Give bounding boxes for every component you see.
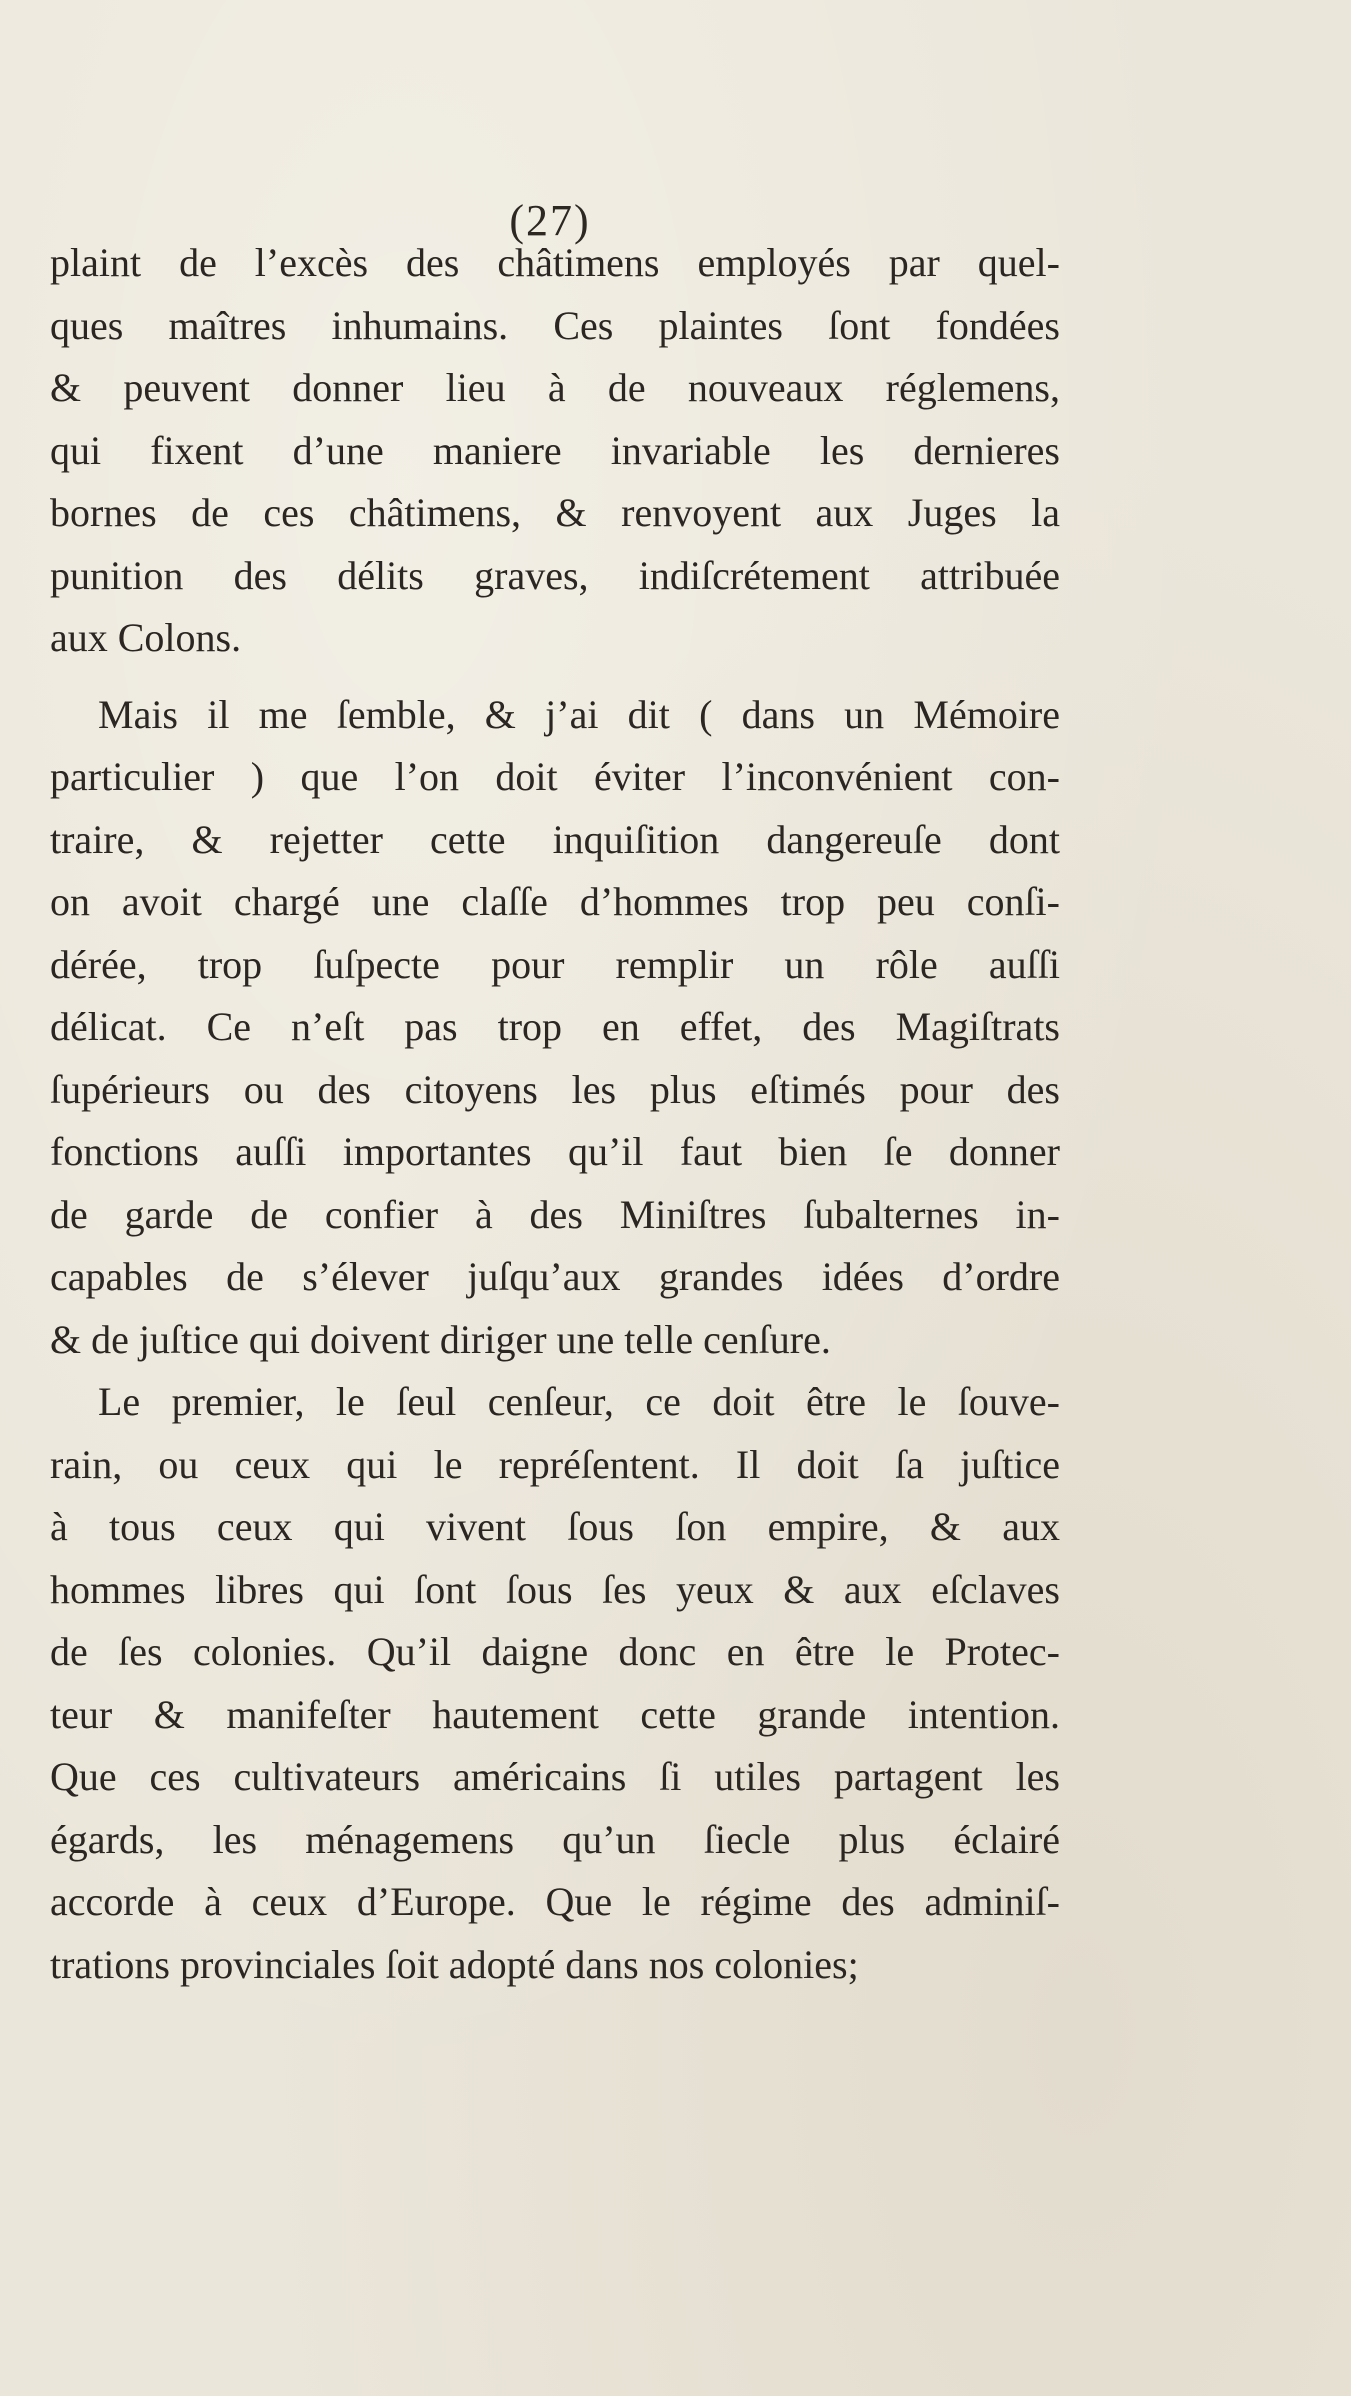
text-line: traire, & rejetter cette inquiſition dangereuſe dont — [50, 816, 1060, 862]
text-line: plaint de l’excès des châtimens employés par quel- — [50, 240, 1060, 285]
text-line: Le premier, le ſeul cenſeur, ce doit être le ſouve- — [98, 1379, 1060, 1424]
text-line: fonctions auſſi importantes qu’il faut bien ſe donner — [50, 1129, 1060, 1174]
paragraph — [50, 1371, 1060, 1996]
text-line: rain, ou ceux qui le repréſentent. Il doit ſa juſtice — [50, 1441, 1060, 1487]
text-line: délicat. Ce n’eſt pas trop en effet, des Magiſtrats — [50, 1004, 1060, 1049]
text-line: capables de s’élever juſqu’aux grandes idées d’ordre — [50, 1254, 1060, 1299]
text-line: particulier ) que l’on doit éviter l’inconvénient con- — [50, 754, 1060, 799]
text-line: ſupérieurs ou des citoyens les plus eſtimés pour des — [50, 1066, 1060, 1112]
text-line: égards, les ménagemens qu’un ſiecle plus éclairé — [50, 1816, 1060, 1862]
text-line: bornes de ces châtimens, & renvoyent aux Juges la — [50, 490, 1060, 535]
text-line: & de juſtice qui doivent diriger une telle cenſure. — [50, 1316, 831, 1362]
text-line: qui fixent d’une maniere invariable les dernieres — [50, 427, 1060, 473]
text-line: teur & manifeſter hautement cette grande intention. — [50, 1691, 1060, 1737]
text-line: Mais il me ſemble, & j’ai dit ( dans un Mémoire — [98, 691, 1060, 737]
paragraph — [50, 232, 1060, 670]
text-line: trations provinciales ſoit adopté dans nos colonies; — [50, 1941, 859, 1987]
text-line: & peuvent donner lieu à de nouveaux réglemens, — [50, 365, 1060, 410]
paragraph — [50, 684, 1060, 1372]
text-line: on avoit chargé une claſſe d’hommes trop peu conſi- — [50, 879, 1060, 924]
text-line: dérée, trop ſuſpecte pour remplir un rôle auſſi — [50, 941, 1060, 987]
body-text — [50, 232, 1060, 1996]
text-line: hommes libres qui ſont ſous ſes yeux & aux eſclaves — [50, 1566, 1060, 1612]
text-line: ques maîtres inhumains. Ces plaintes ſont fondées — [50, 302, 1060, 348]
text-line: de ſes colonies. Qu’il daigne donc en être le Protec- — [50, 1629, 1060, 1674]
text-line: de garde de confier à des Miniſtres ſubalternes in- — [50, 1191, 1060, 1237]
text-line: punition des délits graves, indiſcrétement attribuée — [50, 552, 1060, 598]
text-line: à tous ceux qui vivent ſous ſon empire, & aux — [50, 1504, 1060, 1549]
page-number: (27) — [509, 196, 591, 245]
text-line: aux Colons. — [50, 615, 242, 660]
text-line: Que ces cultivateurs américains ſi utiles partagent les — [50, 1754, 1060, 1799]
text-line: accorde à ceux d’Europe. Que le régime des adminiſ- — [50, 1879, 1060, 1924]
